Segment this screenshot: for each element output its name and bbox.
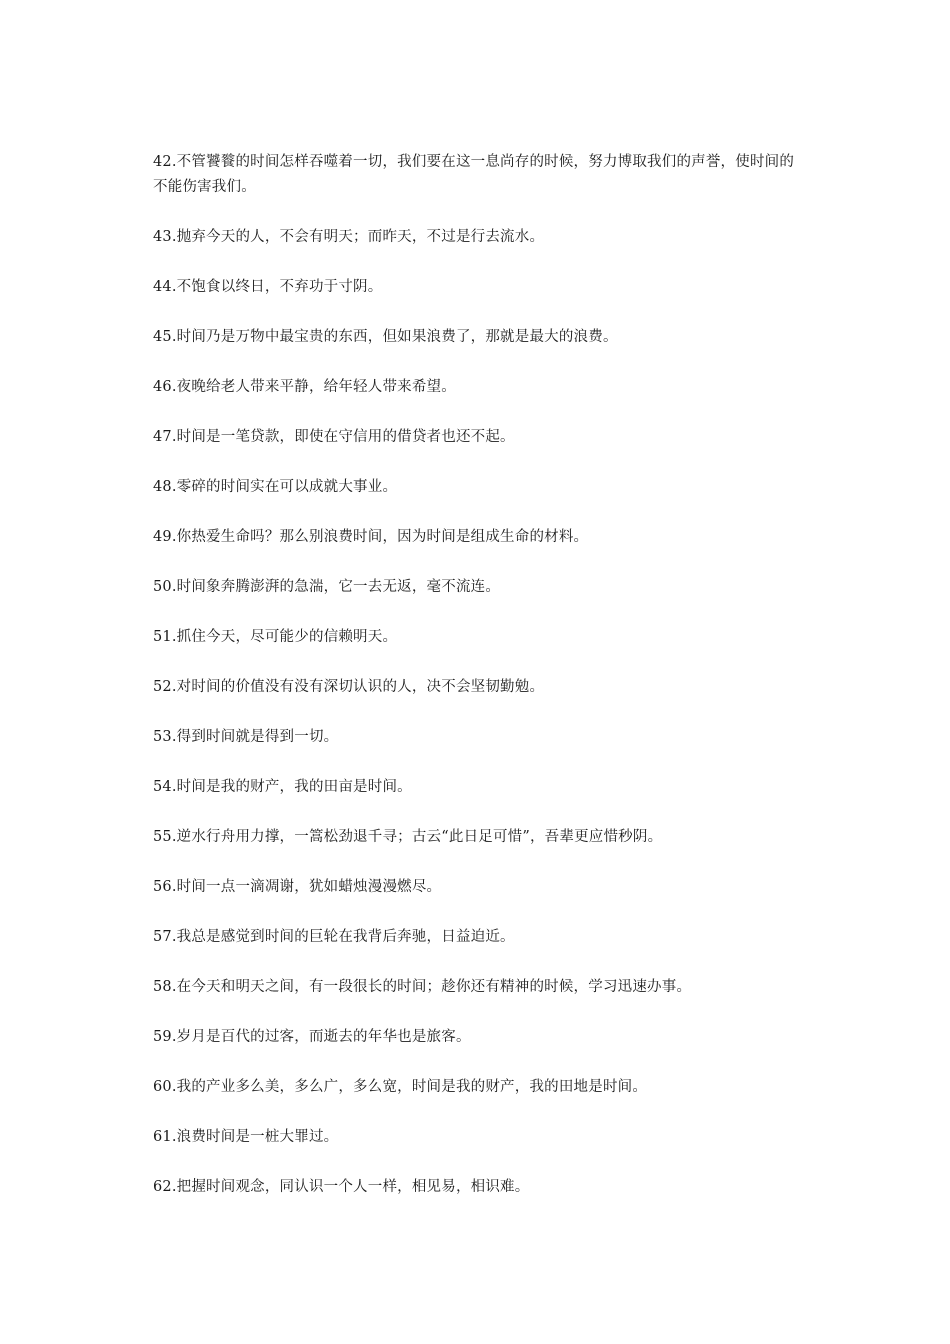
quote-45: 45.时间乃是万物中最宝贵的东西，但如果浪费了，那就是最大的浪费。 bbox=[153, 329, 618, 345]
quote-54: 54.时间是我的财产，我的田亩是时间。 bbox=[153, 779, 412, 795]
quote-59: 59.岁月是百代的过客，而逝去的年华也是旅客。 bbox=[153, 1029, 471, 1045]
quote-49: 49.你热爱生命吗？那么别浪费时间，因为时间是组成生命的材料。 bbox=[153, 529, 589, 545]
quote-62: 62.把握时间观念，同认识一个人一样，相见易，相识难。 bbox=[153, 1179, 530, 1195]
quote-60: 60.我的产业多么美，多么广，多么宽，时间是我的财产，我的田地是时间。 bbox=[153, 1079, 648, 1095]
quote-57: 57.我总是感觉到时间的巨轮在我背后奔驰，日益迫近。 bbox=[153, 929, 515, 945]
quote-51: 51.抓住今天，尽可能少的信赖明天。 bbox=[153, 629, 398, 645]
quote-53: 53.得到时间就是得到一切。 bbox=[153, 729, 339, 745]
quote-46: 46.夜晚给老人带来平静，给年轻人带来希望。 bbox=[153, 379, 456, 395]
quote-61: 61.浪费时间是一桩大罪过。 bbox=[153, 1129, 339, 1145]
quote-58: 58.在今天和明天之间，有一段很长的时间；趁你还有精神的时候，学习迅速办事。 bbox=[153, 979, 692, 995]
quote-list bbox=[153, 150, 803, 1225]
quote-43: 43.抛弃今天的人，不会有明天；而昨天，不过是行去流水。 bbox=[153, 229, 545, 245]
quote-50: 50.时间象奔腾澎湃的急湍，它一去无返，毫不流连。 bbox=[153, 579, 501, 595]
quote-44: 44.不饱食以终日，不弃功于寸阴。 bbox=[153, 279, 383, 295]
quote-42: 42.不管饕餮的时间怎样吞噬着一切，我们要在这一息尚存的时候，努力博取我们的声誉，使时间的不能伤害我们。 bbox=[153, 154, 795, 195]
quote-56: 56.时间一点一滴凋谢，犹如蜡烛漫漫燃尽。 bbox=[153, 879, 442, 895]
quote-48: 48.零碎的时间实在可以成就大事业。 bbox=[153, 479, 398, 495]
quote-47: 47.时间是一笔贷款，即使在守信用的借贷者也还不起。 bbox=[153, 429, 515, 445]
quote-52: 52.对时间的价值没有没有深切认识的人，决不会坚韧勤勉。 bbox=[153, 679, 545, 695]
quote-55: 55.逆水行舟用力撑，一篙松劲退千寻；古云“此日足可惜”，吾辈更应惜秒阴。 bbox=[153, 829, 663, 845]
